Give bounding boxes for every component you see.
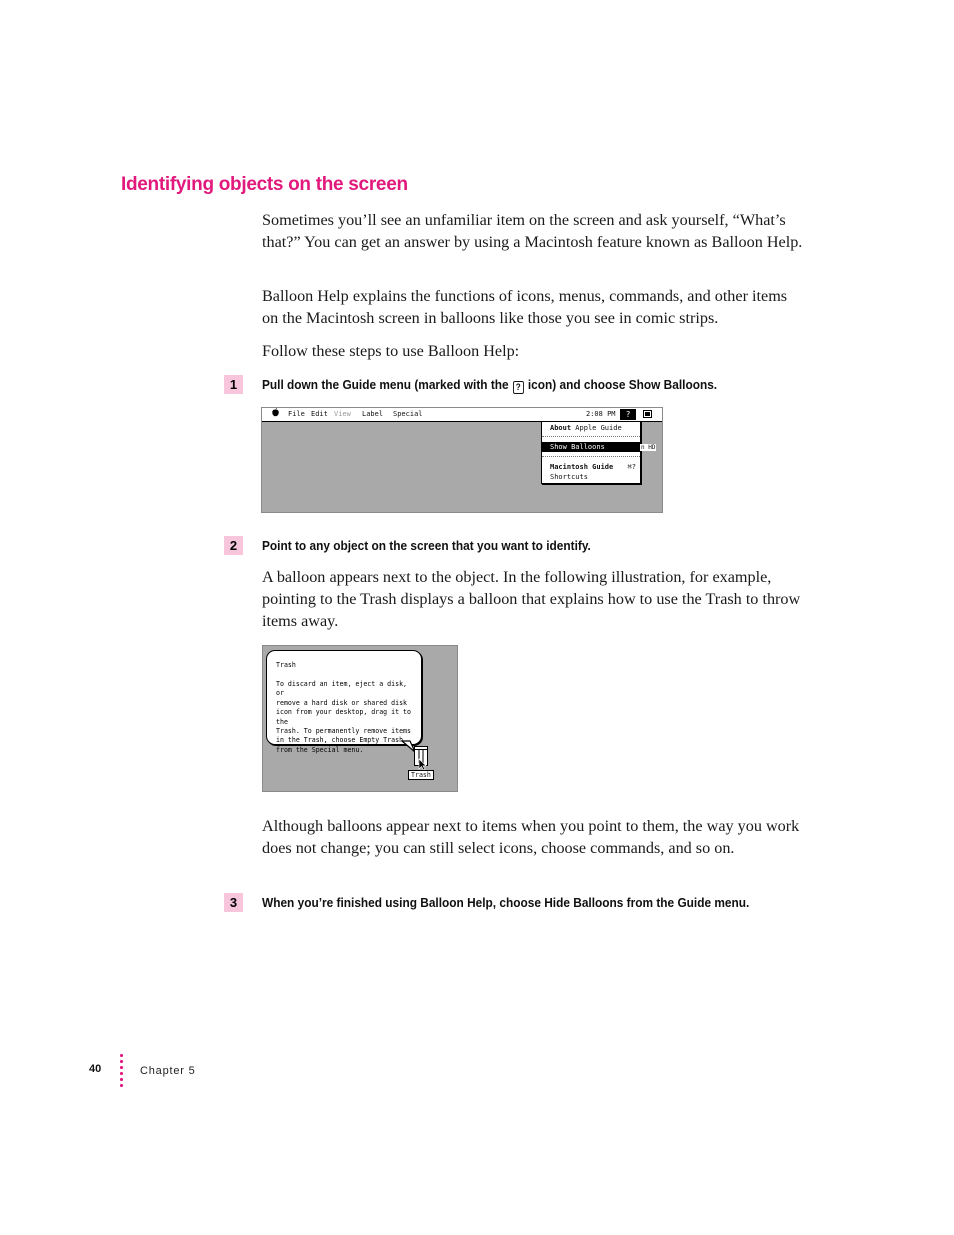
follow-steps-paragraph: Follow these steps to use Balloon Help: bbox=[262, 342, 520, 360]
menu-view[interactable]: View bbox=[334, 410, 351, 418]
menu-label[interactable]: Label bbox=[362, 410, 384, 418]
balloon-title: Trash bbox=[276, 661, 296, 669]
macintosh-guide-shortcut: ⌘? bbox=[627, 463, 636, 471]
section-title: Identifying objects on the screen bbox=[121, 174, 408, 195]
step-1-text-after: icon) and choose Show Balloons. bbox=[527, 377, 718, 392]
help-balloon bbox=[266, 650, 422, 754]
menu-item-show-balloons[interactable]: Show Balloons bbox=[542, 442, 640, 452]
step-1-text bbox=[262, 375, 717, 394]
menu-clock: 2:08 PM bbox=[586, 410, 616, 418]
step-3-number: 3 bbox=[224, 893, 243, 912]
trash-balloon-screenshot bbox=[263, 646, 457, 791]
macintosh-guide-label: Macintosh Guide bbox=[550, 463, 614, 471]
although-balloons-paragraph: Although balloons appear next to items when you point to them, the way you work does not change; you can still select icons, choose commands, and so on. bbox=[262, 817, 800, 857]
application-menu-icon[interactable] bbox=[643, 410, 652, 424]
page-number: 40 bbox=[89, 1063, 102, 1075]
menu-item-macintosh-guide[interactable] bbox=[542, 462, 640, 472]
guide-help-icon: ? bbox=[513, 381, 524, 394]
step-2-text: Point to any object on the screen that you want to identify. bbox=[262, 538, 591, 553]
footer-dotted-divider bbox=[120, 1054, 124, 1090]
guide-dropdown-menu bbox=[541, 421, 641, 484]
about-bold: About bbox=[550, 424, 572, 432]
trash-icon-label: Trash bbox=[408, 770, 434, 780]
step-1-text-before: Pull down the Guide menu (marked with the bbox=[262, 377, 509, 392]
step-3-text: When you’re finished using Balloon Help, choose Hide Balloons from the Guide menu. bbox=[262, 895, 750, 910]
menu-edit[interactable]: Edit bbox=[311, 410, 328, 418]
hard-disk-label-peek: n HD bbox=[641, 444, 656, 451]
menu-item-about-apple-guide[interactable] bbox=[542, 423, 640, 433]
balloon-body: To discard an item, eject a disk, or remove a hard disk or shared disk icon from your desktop, drag it to the Trash. To permanently remove items in the Trash, choose Empty Trash from the Special menu. bbox=[276, 680, 411, 754]
menu-file[interactable]: File bbox=[288, 410, 305, 418]
step-1-number: 1 bbox=[224, 375, 243, 394]
guide-menu-screenshot bbox=[262, 408, 662, 512]
chapter-label: Chapter 5 bbox=[140, 1065, 196, 1077]
intro-paragraph: Sometimes you’ll see an unfamiliar item on the screen and ask yourself, “What’s that?” You can get an answer by using a Macintosh feature known as Balloon Help. bbox=[262, 211, 803, 251]
menu-item-shortcuts[interactable]: Shortcuts bbox=[550, 473, 588, 481]
apple-menu-icon[interactable] bbox=[272, 408, 279, 421]
menu-special[interactable]: Special bbox=[393, 410, 423, 418]
balloon-help-explanation: Balloon Help explains the functions of icons, menus, commands, and other items on the Macintosh screen in balloons like those you see in comic strips. bbox=[262, 287, 788, 327]
menu-bar bbox=[262, 408, 662, 422]
balloon-appears-paragraph: A balloon appears next to the object. In the following illustration, for example, pointing to the Trash displays a balloon that explains how to use the Trash to throw items away. bbox=[262, 568, 801, 630]
menu-separator bbox=[542, 456, 640, 457]
step-2-number: 2 bbox=[224, 536, 243, 555]
menu-separator bbox=[542, 436, 640, 437]
guide-menu-icon[interactable]: ? bbox=[620, 409, 636, 420]
about-rest: Apple Guide bbox=[575, 424, 622, 432]
